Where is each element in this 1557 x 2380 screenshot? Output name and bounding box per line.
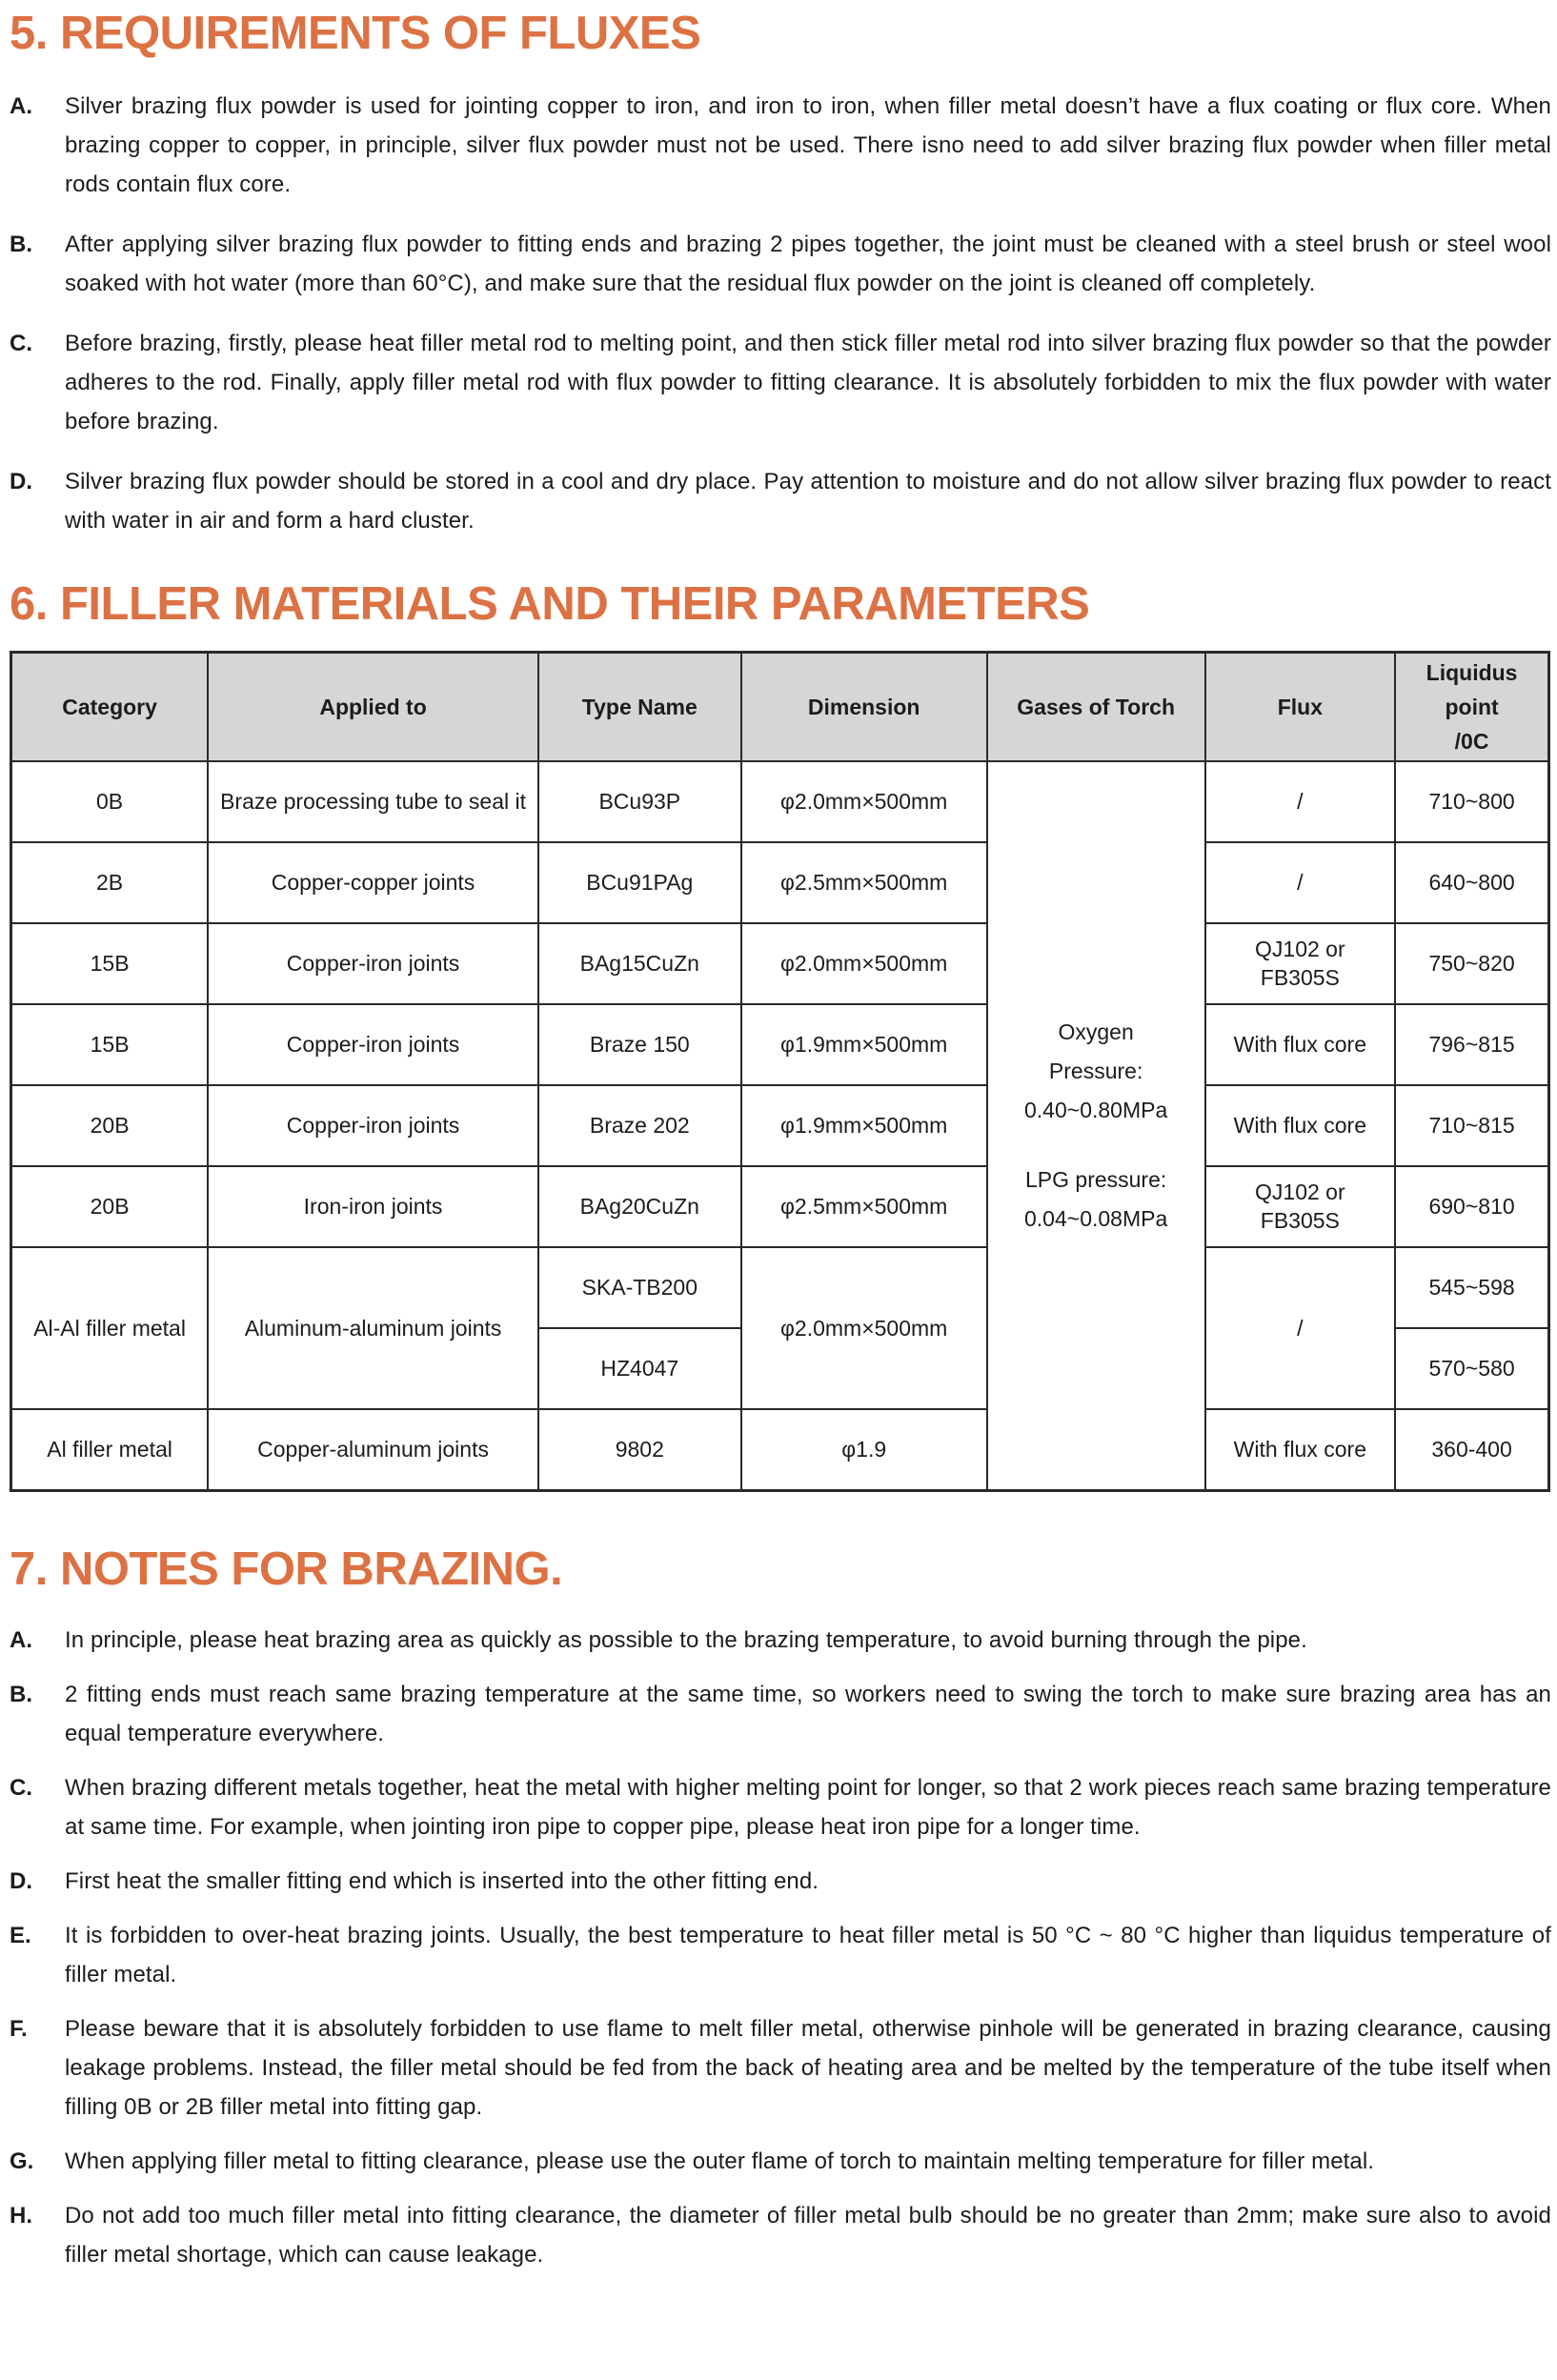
filler-materials-table <box>10 651 1550 1492</box>
cell-flux: QJ102 or FB305S <box>1205 1166 1396 1247</box>
liquidus-header-line1: Liquidus point <box>1426 659 1518 719</box>
item-label: D. <box>10 1868 32 1895</box>
cell-type: Braze 150 <box>538 1004 741 1085</box>
col-header-applied-to: Applied to <box>208 652 538 761</box>
col-header-flux: Flux <box>1205 652 1396 761</box>
item-label: A. <box>10 93 32 120</box>
cell-type: BAg20CuZn <box>538 1166 741 1247</box>
cell-applied: Copper-iron joints <box>208 1004 538 1085</box>
item-text: When brazing different metals together, heat the metal with higher melting point for longer, so that 2 work pieces reach same brazing temperature at same time. For example, when jointing iron pipe to copper pipe, please heat iron pipe for a longer time. <box>65 1775 1551 1841</box>
list-item-7h <box>10 2196 1551 2274</box>
item-label: G. <box>10 2148 34 2175</box>
item-text: Silver brazing flux powder is used for jointing copper to iron, and iron to iron, when filler metal doesn’t have a flux coating or flux core. When brazing copper to copper, in principle, silver flux powder must not be used. There isno need to add silver brazing flux powder when filler metal rods contain flux core. <box>65 93 1551 198</box>
cell-applied: Iron-iron joints <box>208 1166 538 1247</box>
cell-category: 0B <box>11 761 209 842</box>
cell-type: 9802 <box>538 1409 741 1491</box>
table-row <box>11 1004 1549 1085</box>
item-text: 2 fitting ends must reach same brazing temperature at the same time, so workers need to swing the torch to make sure brazing area has an equal temperature everywhere. <box>65 1682 1551 1747</box>
item-text: It is forbidden to over-heat brazing joints. Usually, the best temperature to heat filler metal is 50 °C ~ 80 °C higher than liquidus temperature of filler metal. <box>65 1923 1551 1988</box>
list-item-7c <box>10 1768 1551 1846</box>
cell-flux: / <box>1205 842 1396 923</box>
list-item-7d <box>10 1862 1551 1901</box>
col-header-category: Category <box>11 652 209 761</box>
item-label: B. <box>10 1682 32 1708</box>
item-text: Please beware that it is absolutely forbidden to use flame to melt filler metal, otherwise pinhole will be generated in brazing clearance, causing leakage problems. Instead, the filler metal should be fed from the back of heating area and be melted by the temperature of the tube itself when filling 0B or 2B filler metal into fitting gap. <box>65 2016 1551 2121</box>
list-item-5a <box>10 87 1551 204</box>
item-text: First heat the smaller fitting end which is inserted into the other fitting end. <box>65 1868 819 1895</box>
cell-applied: Copper-copper joints <box>208 842 538 923</box>
table-row <box>11 761 1549 842</box>
col-header-gases: Gases of Torch <box>987 652 1205 761</box>
cell-dimension: φ1.9 <box>741 1409 987 1491</box>
cell-gases-of-torch <box>987 761 1205 1491</box>
item-label: E. <box>10 1923 31 1949</box>
cell-applied: Copper-iron joints <box>208 1085 538 1166</box>
cell-type: BCu93P <box>538 761 741 842</box>
cell-applied: Aluminum-aluminum joints <box>208 1247 538 1409</box>
cell-liquidus: 796~815 <box>1395 1004 1548 1085</box>
cell-liquidus: 640~800 <box>1395 842 1548 923</box>
item-label: H. <box>10 2203 32 2229</box>
cell-flux: With flux core <box>1205 1409 1396 1491</box>
cell-applied: Braze processing tube to seal it <box>208 761 538 842</box>
cell-category: 15B <box>11 1004 209 1085</box>
lpg-pressure-block <box>996 1160 1197 1239</box>
table-row <box>11 1085 1549 1166</box>
cell-category: Al filler metal <box>11 1409 209 1491</box>
cell-liquidus: 545~598 <box>1395 1247 1548 1328</box>
list-item-7f <box>10 2009 1551 2127</box>
item-text: When applying filler metal to fitting clearance, please use the outer flame of torch to maintain melting temperature for filler metal. <box>65 2148 1375 2175</box>
cell-dimension: φ2.0mm×500mm <box>741 761 987 842</box>
item-label: C. <box>10 1775 32 1802</box>
cell-flux: QJ102 or FB305S <box>1205 923 1396 1004</box>
cell-liquidus: 710~815 <box>1395 1085 1548 1166</box>
table-row <box>11 923 1549 1004</box>
section7-list <box>10 1621 1551 2274</box>
cell-category: 20B <box>11 1085 209 1166</box>
item-label: A. <box>10 1627 32 1654</box>
section5-title: 5. REQUIREMENTS OF FLUXES <box>10 8 701 59</box>
cell-liquidus: 690~810 <box>1395 1166 1548 1247</box>
liquidus-header-line2: /0C <box>1454 728 1489 754</box>
table-row <box>11 842 1549 923</box>
item-text: Silver brazing flux powder should be stored in a cool and dry place. Pay attention to moisture and do not allow silver brazing flux powder to react with water in air and form a hard cluster. <box>65 469 1551 534</box>
cell-dimension: φ2.0mm×500mm <box>741 923 987 1004</box>
item-label: F. <box>10 2016 28 2043</box>
cell-dimension: φ2.5mm×500mm <box>741 842 987 923</box>
cell-liquidus: 710~800 <box>1395 761 1548 842</box>
cell-liquidus: 360-400 <box>1395 1409 1548 1491</box>
item-label: C. <box>10 331 32 357</box>
cell-type: HZ4047 <box>538 1328 741 1409</box>
cell-liquidus: 750~820 <box>1395 923 1548 1004</box>
cell-flux: / <box>1205 1247 1396 1409</box>
list-item-7a <box>10 1621 1551 1660</box>
cell-category: 15B <box>11 923 209 1004</box>
oxygen-pressure-block <box>996 1013 1197 1130</box>
section6-title: 6. FILLER MATERIALS AND THEIR PARAMETERS <box>10 578 1090 631</box>
cell-type: BAg15CuZn <box>538 923 741 1004</box>
cell-dimension: φ1.9mm×500mm <box>741 1085 987 1166</box>
cell-category: Al-Al filler metal <box>11 1247 209 1409</box>
col-header-type-name: Type Name <box>538 652 741 761</box>
table-header-row <box>11 652 1549 761</box>
cell-dimension: φ1.9mm×500mm <box>741 1004 987 1085</box>
list-item-7g <box>10 2142 1551 2181</box>
table-row <box>11 1247 1549 1328</box>
list-item-7e <box>10 1916 1551 1994</box>
item-label: B. <box>10 232 32 258</box>
item-text: Before brazing, firstly, please heat filler metal rod to melting point, and then stick filler metal rod into silver brazing flux powder so that the powder adheres to the rod. Finally, apply filler metal rod with flux powder to fitting clearance. It is absolutely forbidden to mix the flux powder with water before brazing. <box>65 331 1551 435</box>
gas-line: Pressure: <box>1048 1058 1143 1083</box>
list-item-5c <box>10 324 1551 441</box>
list-item-5b <box>10 225 1551 303</box>
col-header-dimension: Dimension <box>741 652 987 761</box>
gas-line: Oxygen <box>1058 1019 1134 1044</box>
cell-applied: Copper-aluminum joints <box>208 1409 538 1491</box>
cell-dimension: φ2.0mm×500mm <box>741 1247 987 1409</box>
item-text: In principle, please heat brazing area as quickly as possible to the brazing temperature, to avoid burning through the pipe. <box>65 1627 1307 1654</box>
gas-line: LPG pressure: <box>1024 1166 1167 1192</box>
cell-type: BCu91PAg <box>538 842 741 923</box>
cell-flux: / <box>1205 761 1396 842</box>
gas-line: 0.40~0.80MPa <box>1024 1097 1168 1122</box>
section7-title: 7. NOTES FOR BRAZING. <box>10 1543 563 1595</box>
cell-dimension: φ2.5mm×500mm <box>741 1166 987 1247</box>
col-header-liquidus <box>1395 652 1548 761</box>
cell-applied: Copper-iron joints <box>208 923 538 1004</box>
cell-liquidus: 570~580 <box>1395 1328 1548 1409</box>
list-item-5d <box>10 462 1551 540</box>
item-label: D. <box>10 469 32 495</box>
cell-flux: With flux core <box>1205 1004 1396 1085</box>
cell-flux: With flux core <box>1205 1085 1396 1166</box>
section5-list <box>10 87 1551 540</box>
gas-line: 0.04~0.08MPa <box>1024 1205 1168 1231</box>
item-text: After applying silver brazing flux powder to fitting ends and brazing 2 pipes together, the joint must be cleaned with a steel brush or steel wool soaked with hot water (more than 60°C), and make sure that the residual flux powder on the joint is cleaned off completely. <box>65 232 1551 297</box>
list-item-7b <box>10 1675 1551 1753</box>
cell-type: SKA-TB200 <box>538 1247 741 1328</box>
cell-category: 20B <box>11 1166 209 1247</box>
cell-category: 2B <box>11 842 209 923</box>
cell-type: Braze 202 <box>538 1085 741 1166</box>
item-text: Do not add too much filler metal into fitting clearance, the diameter of filler metal bulb should be no greater than 2mm; make sure also to avoid filler metal shortage, which can cause leakage. <box>65 2203 1551 2269</box>
table-row <box>11 1409 1549 1491</box>
table-row <box>11 1166 1549 1247</box>
